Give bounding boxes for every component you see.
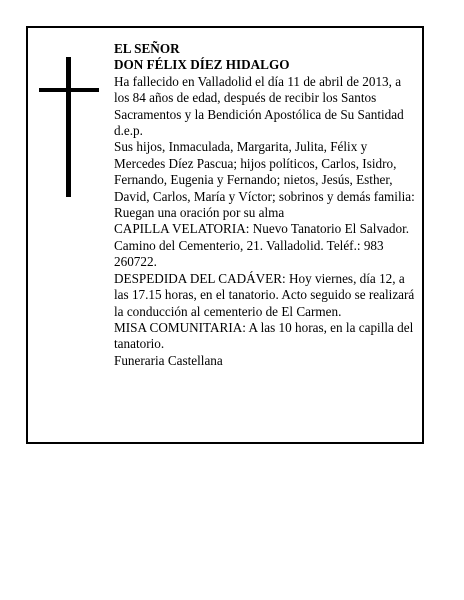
deceased-name: DON FÉLIX DÍEZ HIDALGO xyxy=(114,57,290,73)
death-announcement: Ha fallecido en Valladolid el día 11 de abril de 2013, a los 84 años de edad, después de recibir los Santos Sacramentos y la Bendición Apostólica de Su Santidad d.e.p. xyxy=(114,73,404,139)
community-mass-info: MISA COMUNITARIA: A las 10 horas, en la capilla del tanatorio. xyxy=(114,319,414,352)
latin-cross-icon xyxy=(39,57,99,197)
prayer-request: Ruegan una oración por su alma xyxy=(114,205,285,221)
cross-vertical-bar xyxy=(66,57,71,197)
obituary-notice xyxy=(26,26,424,444)
family-list: Sus hijos, Inmaculada, Margarita, Julita, Félix y Mercedes Díez Pascua; hijos políticos, Carlos, Isidro, Fernando, Eugenia y Fernando; nietos, Jesús, Esther, David, Carlos, María y Víctor; sobrinos y demás familia: xyxy=(114,139,415,204)
funeral-chapel-info: CAPILLA VELATORIA: Nuevo Tanatorio El Salvador. Camino del Cementerio, 21. Valladolid. Teléf.: 983 260722. xyxy=(114,221,410,270)
deceased-title: EL SEÑOR xyxy=(114,41,180,56)
funeral-home: Funeraria Castellana xyxy=(114,352,223,368)
obituary-text xyxy=(114,41,419,369)
farewell-info: DESPEDIDA DEL CADÁVER: Hoy viernes, día 12, a las 17.15 horas, en el tanatorio. Acto seguido se realizará la conducción al cementerio de El Carmen. xyxy=(114,270,415,319)
cross-horizontal-bar xyxy=(39,88,99,92)
